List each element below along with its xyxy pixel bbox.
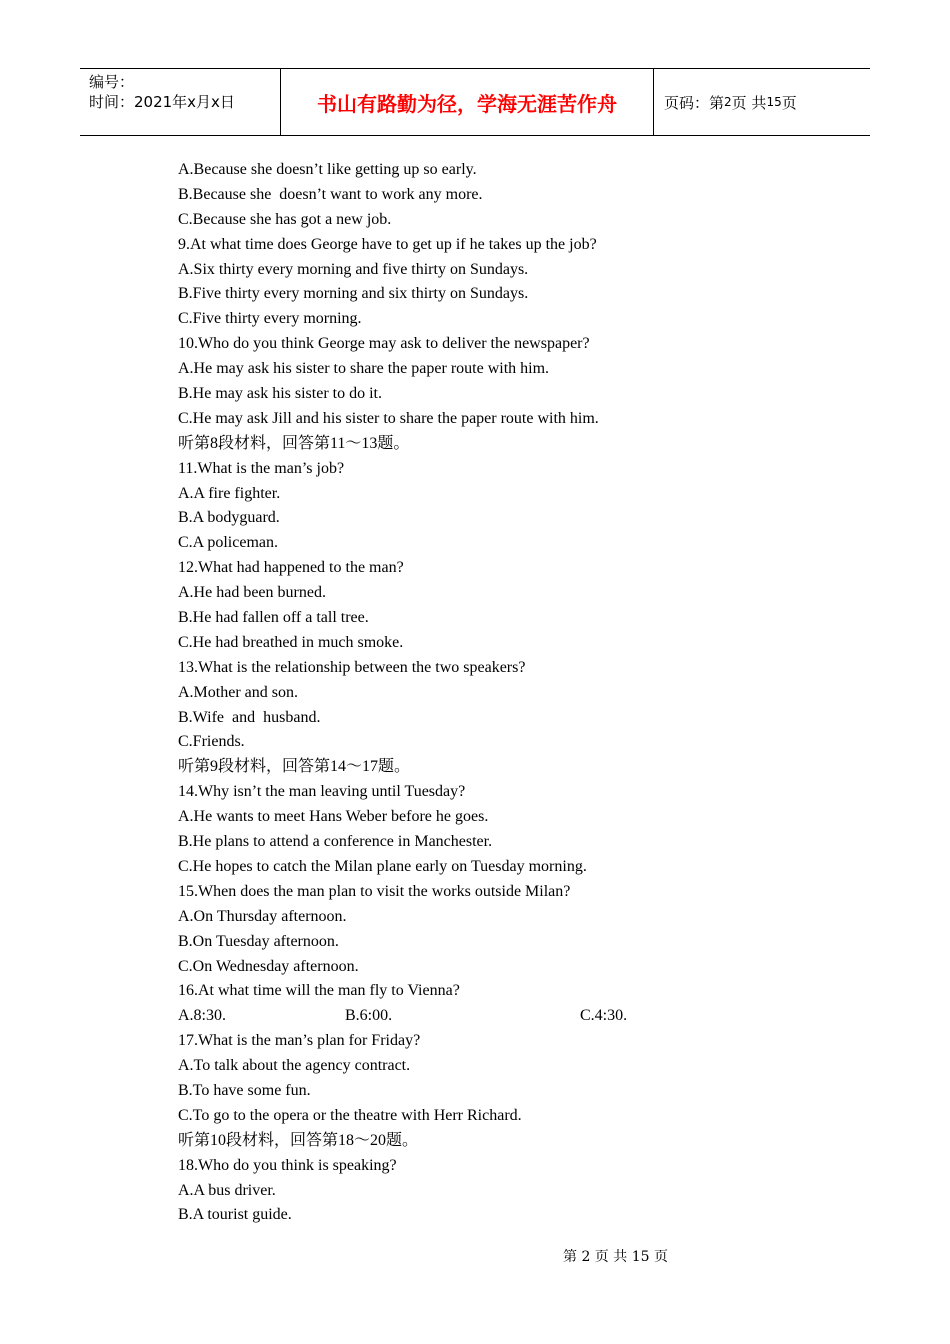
page-label-post: 页 (781, 93, 797, 112)
text-line: 听第10段材料，回答第18～20题。 (178, 1131, 419, 1149)
text-line: B.Because she doesn’t want to work any more. (178, 185, 483, 203)
page-label-pre: 页码：第 (664, 93, 725, 112)
text-line: C.Because she has got a new job. (178, 210, 392, 228)
number-label: 编号： (89, 73, 135, 91)
text-line: 15.When does the man plan to visit the works outside Milan? (178, 882, 571, 900)
page-header (80, 68, 870, 136)
header-page-info (654, 69, 870, 135)
text-line: B.He may ask his sister to do it. (178, 385, 382, 403)
text-line: C.He had breathed in much smoke. (178, 633, 404, 651)
q16-option-a: A.8:30. (178, 1007, 226, 1025)
text-line: 听第9段材料，回答第14～17题。 (178, 758, 411, 776)
header-motto: 书山有路勤为径，学海无涯苦作舟 (281, 69, 654, 135)
q16-option-b: B.6:00. (345, 1007, 393, 1025)
text-line: 听第8段材料，回答第11～13题。 (178, 434, 410, 452)
text-line: B.Five thirty every morning and six thirty on Sundays. (178, 285, 529, 303)
text-line: C.To go to the opera or the theatre with Herr Richard. (178, 1106, 522, 1124)
question-lines (178, 158, 798, 1004)
text-line: A.Mother and son. (178, 683, 298, 701)
text-line: 17.What is the man’s plan for Friday? (178, 1032, 421, 1050)
date-label: 时间：2021年x月x日 (89, 93, 235, 111)
text-line: A.On Thursday afternoon. (178, 907, 347, 925)
text-line: C.He may ask Jill and his sister to share the paper route with him. (178, 409, 599, 427)
text-line: 11.What is the man’s job? (178, 459, 345, 477)
q16-options (178, 1004, 798, 1029)
text-line: C.He hopes to catch the Milan plane early on Tuesday morning. (178, 857, 587, 875)
text-line: A.To talk about the agency contract. (178, 1057, 411, 1075)
text-line: A.A fire fighter. (178, 484, 281, 502)
text-line: A.He may ask his sister to share the paper route with him. (178, 360, 550, 378)
page-total: 15 (766, 95, 782, 109)
text-line: B.A tourist guide. (178, 1206, 292, 1224)
text-line: A.Because she doesn’t like getting up so early. (178, 161, 477, 178)
text-line: B.Wife and husband. (178, 708, 321, 726)
text-line: 10.Who do you think George may ask to deliver the newspaper? (178, 335, 590, 353)
text-line: C.A policeman. (178, 534, 278, 552)
page-footer: 第 2 页 共 15 页 (563, 1249, 668, 1265)
text-line: B.A bodyguard. (178, 509, 280, 527)
text-line: A.He had been burned. (178, 584, 326, 602)
text-line: 9.At what time does George have to get up if he takes up the job? (178, 235, 597, 253)
text-line: C.On Wednesday afternoon. (178, 957, 359, 975)
text-line: A.Six thirty every morning and five thirty on Sundays. (178, 260, 529, 278)
text-line: B.He plans to attend a conference in Manchester. (178, 833, 493, 851)
text-line: C.Five thirty every morning. (178, 310, 362, 328)
text-line: 12.What had happened to the man? (178, 559, 404, 577)
text-line: 16.At what time will the man fly to Vienna? (178, 982, 460, 1000)
text-line: B.To have some fun. (178, 1081, 311, 1099)
text-line: A.A bus driver. (178, 1181, 276, 1199)
text-line: 13.What is the relationship between the two speakers? (178, 658, 526, 676)
header-meta (80, 69, 281, 135)
page-number: 2 (724, 95, 732, 109)
text-line: 18.Who do you think is speaking? (178, 1156, 397, 1174)
page-label-mid: 页 共 (731, 93, 767, 112)
text-line: 14.Why isn’t the man leaving until Tuesday? (178, 783, 466, 801)
text-line: B.He had fallen off a tall tree. (178, 609, 369, 627)
text-line: A.He wants to meet Hans Weber before he goes. (178, 808, 489, 826)
document-body (178, 158, 798, 1228)
question-lines-continued (178, 1029, 798, 1228)
text-line: C.Friends. (178, 733, 245, 751)
text-line: B.On Tuesday afternoon. (178, 932, 339, 950)
q16-option-c: C.4:30. (580, 1007, 628, 1025)
